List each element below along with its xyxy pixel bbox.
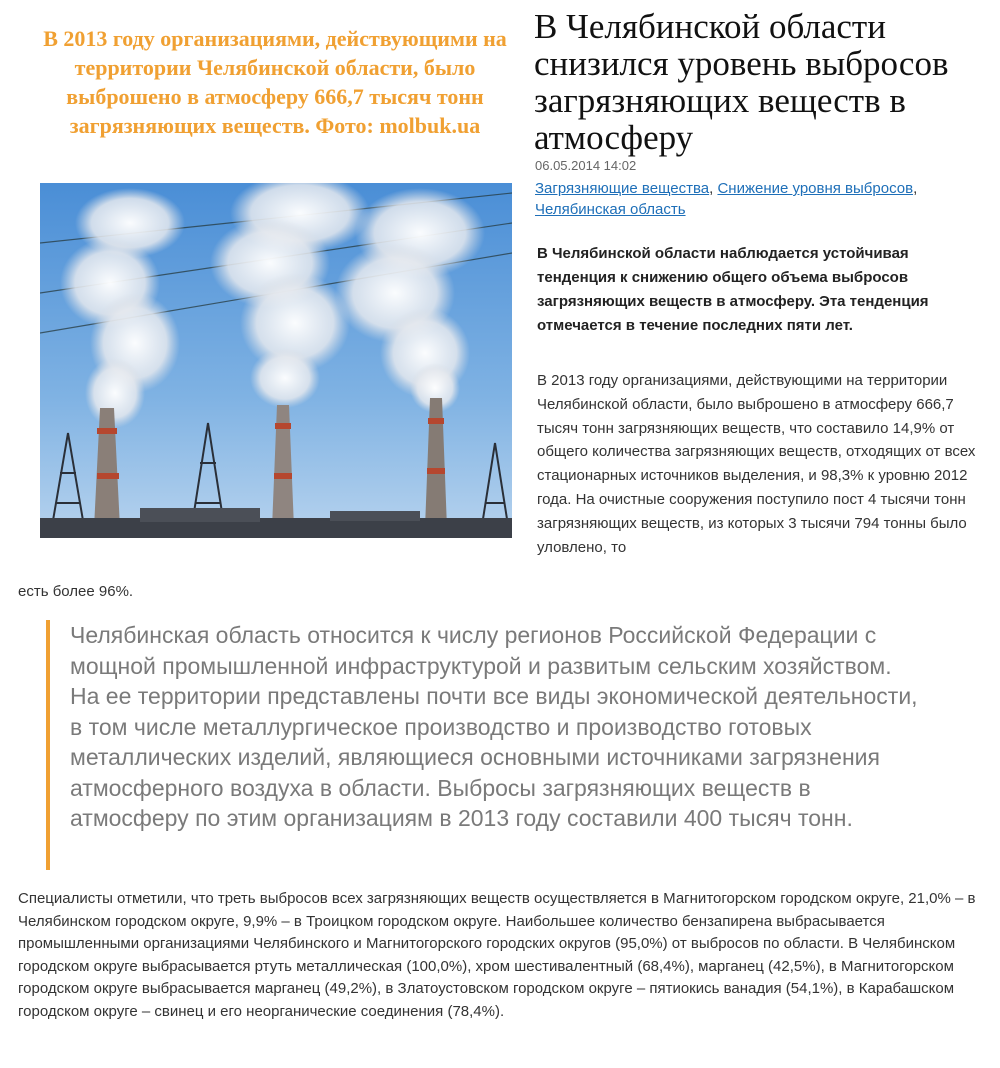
smokestacks-photo bbox=[40, 183, 512, 538]
tag-separator: , bbox=[709, 180, 714, 197]
tag-link-pollutants[interactable]: Загрязняющие вещества bbox=[535, 180, 710, 197]
article-tags bbox=[535, 178, 995, 220]
article-paragraph-2: Специалисты отметили, что треть выбросов всех загрязняющих веществ осуществляется в Магнитогорском городском округе, 21,0% – в Челябинском городском округе, 9,9% – в Троицком городском округе. Наибольшее количество бензапирена выбрасывается промышленными организациями Челябинского и Магнитогорского городских округов (95,0%) от выбросов по области. В Челябинском городском округе выбрасывается ртуть металлическая (100,0%), хром шестивалентный (68,4%), марганец (42,5%), в Магнитогорском городском округе выбрасывается марганец (49,2%), в Златоустовском городском округе – пятиокись ванадия (54,1%), в Карабашском городском округе – свинец и его неорганические соединения (78,4%). bbox=[18, 890, 976, 1020]
article-lead: В Челябинской области наблюдается устойчивая тенденция к снижению общего объема выбросов загрязняющих веществ в атмосферу. Эта тенденция отмечается в течение последних пяти лет. bbox=[537, 245, 929, 334]
article-paragraph-1-tail: есть более 96%. bbox=[18, 583, 134, 600]
tag-link-emission-reduction[interactable]: Снижение уровня выбросов bbox=[717, 180, 914, 197]
pull-quote-text: Челябинская область относится к числу регионов Российской Федерации с мощной промышленной инфраструктурой и развитым сельским хозяйством. На ее территории представлены почти все виды экономической деятельности, в том числе металлургическое производство и производство готовых металлических изделий, являющиеся основными источниками загрязнения атмосферного воздуха в области. Выбросы загрязняющих веществ в атмосферу по этим организациям в 2013 году составили 400 тысяч тонн. bbox=[70, 622, 918, 831]
article-title: В Челябинской области снизился уровень выбросов загрязняющих веществ в атмосферу bbox=[534, 7, 949, 157]
pull-quote bbox=[46, 620, 920, 870]
tag-link-chelyabinsk-region[interactable]: Челябинская область bbox=[535, 201, 686, 218]
tag-separator: , bbox=[913, 180, 918, 197]
photo-caption: В 2013 году организациями, действующими на территории Челябинской области, было выброшено в атмосферу 666,7 тысяч тонн загрязняющих веществ. Фото: molbuk.ua bbox=[43, 26, 507, 138]
article-paragraph-1: В 2013 году организациями, действующими на территории Челябинской области, было выброшено в атмосферу 666,7 тысяч тонн загрязняющих веществ, что составило 14,9% от общего количества загрязняющих веществ, отходящих от всех стационарных источников выделения, и 98,3% к уровню 2012 года. На очистные сооружения поступило пост 4 тысячи тонн загрязняющих веществ, из которых 3 тысячи 794 тонны было уловлено, то bbox=[537, 372, 976, 556]
article-date: 06.05.2014 14:02 bbox=[535, 158, 637, 173]
